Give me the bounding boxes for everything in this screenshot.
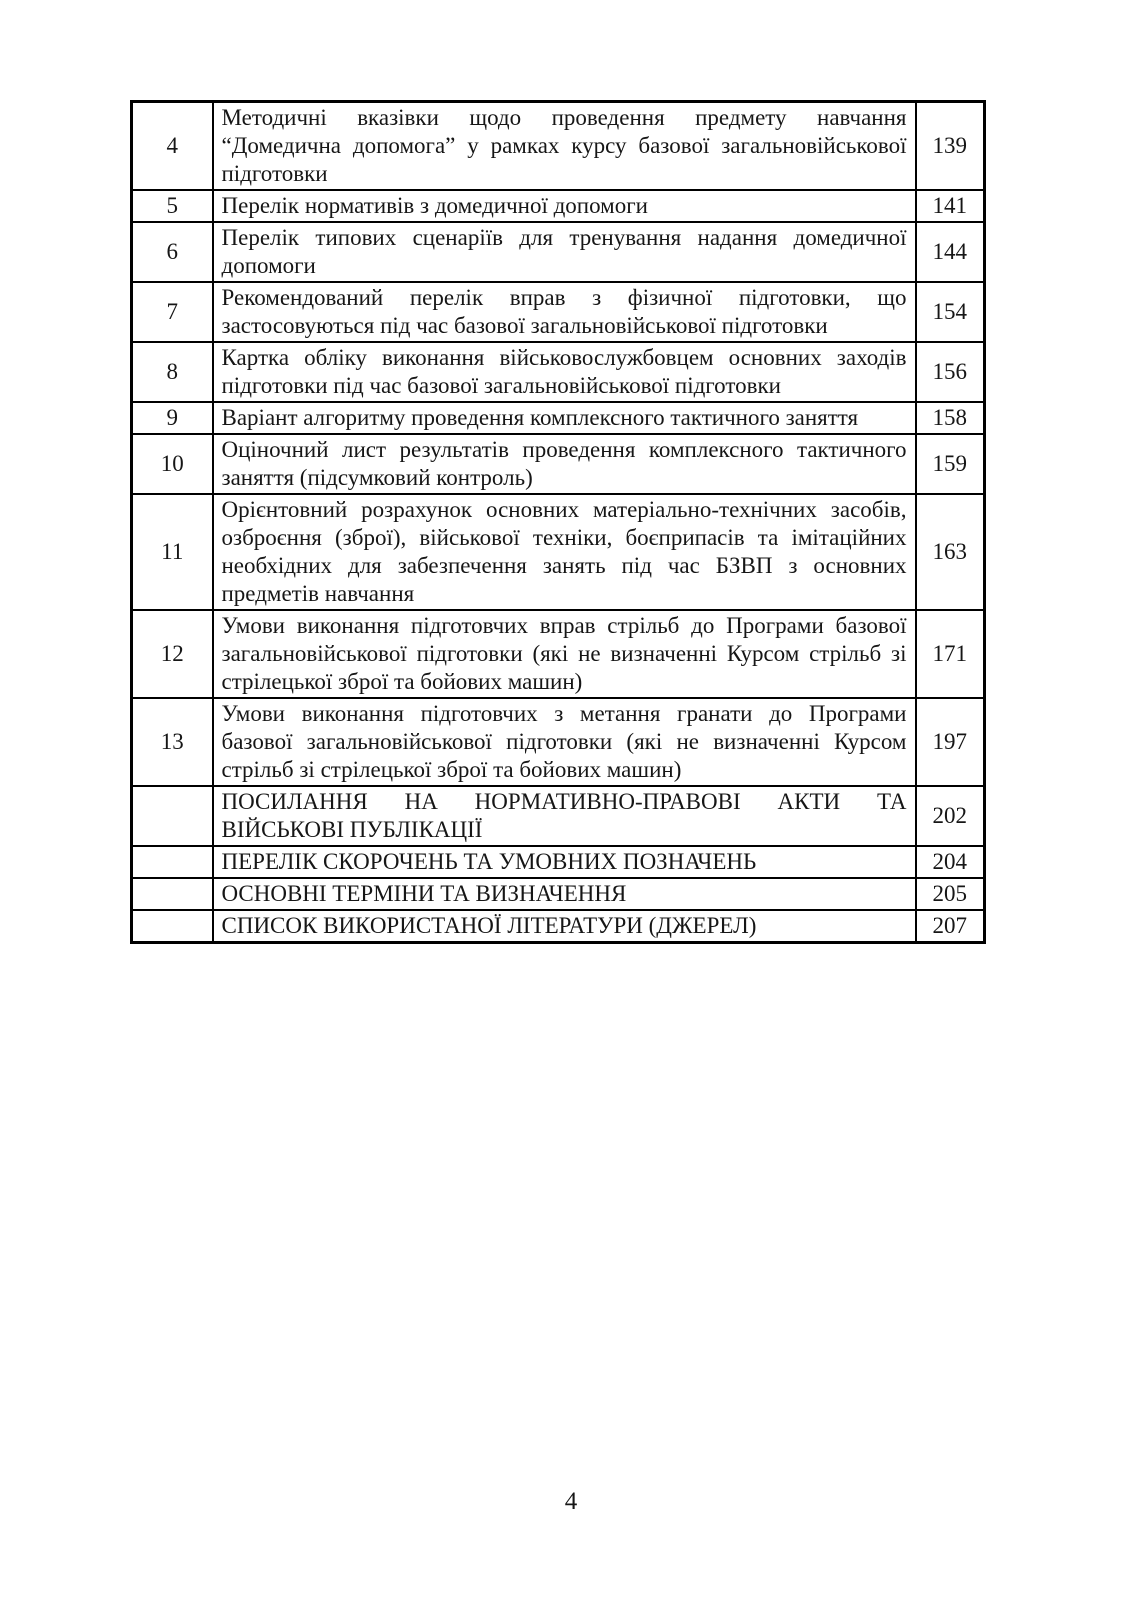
toc-row-title: Оціночний лист результатів проведення комплексного тактичного заняття (підсумковий контроль) (213, 434, 916, 494)
toc-row-page: 158 (916, 402, 985, 434)
toc-row-page: 144 (916, 222, 985, 282)
toc-row-title: Перелік типових сценаріїв для тренування надання домедичної допомоги (213, 222, 916, 282)
toc-row-number: 9 (132, 402, 213, 434)
toc-row-title: Методичні вказівки щодо проведення предмету навчання “Домедична допомога” у рамках курсу базової загальновійськової підготовки (213, 102, 916, 191)
toc-row-number (132, 910, 213, 943)
toc-row-title: Варіант алгоритму проведення комплексного тактичного заняття (213, 402, 916, 434)
table-row (132, 102, 985, 191)
toc-row-number: 7 (132, 282, 213, 342)
toc-row-title: ПЕРЕЛІК СКОРОЧЕНЬ ТА УМОВНИХ ПОЗНАЧЕНЬ (213, 846, 916, 878)
toc-row-page: 139 (916, 102, 985, 191)
toc-row-number: 4 (132, 102, 213, 191)
toc-table-body (132, 102, 985, 943)
toc-row-title: ПОСИЛАННЯ НА НОРМАТИВНО-ПРАВОВІ АКТИ ТА ВІЙСЬКОВІ ПУБЛІКАЦІЇ (213, 786, 916, 846)
toc-row-number (132, 786, 213, 846)
toc-row-page: 159 (916, 434, 985, 494)
toc-row-page: 205 (916, 878, 985, 910)
toc-row-title: Перелік нормативів з домедичної допомоги (213, 190, 916, 222)
toc-row-page: 154 (916, 282, 985, 342)
toc-row-title: ОСНОВНІ ТЕРМІНИ ТА ВИЗНАЧЕННЯ (213, 878, 916, 910)
table-row (132, 222, 985, 282)
table-row (132, 846, 985, 878)
toc-row-title: Умови виконання підготовчих з метання гранати до Програми базової загальновійськової підготовки (які не визначенні Курсом стрільб зі стрілецької зброї та бойових машин) (213, 698, 916, 786)
table-row (132, 910, 985, 943)
toc-row-number: 11 (132, 494, 213, 610)
page-number: 4 (564, 1488, 578, 1515)
toc-row-page: 156 (916, 342, 985, 402)
toc-row-title: Картка обліку виконання військовослужбовцем основних заходів підготовки під час базової загальновійськової підготовки (213, 342, 916, 402)
toc-row-page: 171 (916, 610, 985, 698)
toc-row-number: 12 (132, 610, 213, 698)
table-row (132, 786, 985, 846)
table-row (132, 342, 985, 402)
table-row (132, 610, 985, 698)
toc-row-page: 197 (916, 698, 985, 786)
table-row (132, 190, 985, 222)
table-row (132, 434, 985, 494)
toc-row-number (132, 878, 213, 910)
toc-row-title: Орієнтовний розрахунок основних матеріально-технічних засобів, озброєння (зброї), військової техніки, боєприпасів та імітаційних необхідних для забезпечення занять під час БЗВП з основних предметів навчання (213, 494, 916, 610)
toc-row-number: 10 (132, 434, 213, 494)
toc-row-number: 5 (132, 190, 213, 222)
toc-row-number: 8 (132, 342, 213, 402)
table-row (132, 494, 985, 610)
toc-row-number: 6 (132, 222, 213, 282)
toc-row-number: 13 (132, 698, 213, 786)
toc-row-page: 204 (916, 846, 985, 878)
toc-row-number (132, 846, 213, 878)
toc-row-title: СПИСОК ВИКОРИСТАНОЇ ЛІТЕРАТУРИ (ДЖЕРЕЛ) (213, 910, 916, 943)
toc-row-page: 141 (916, 190, 985, 222)
toc-table (130, 100, 986, 944)
toc-row-page: 163 (916, 494, 985, 610)
table-row (132, 282, 985, 342)
toc-row-title: Умови виконання підготовчих вправ стрільб до Програми базової загальновійськової підготовки (які не визначенні Курсом стрільб зі стрілецької зброї та бойових машин) (213, 610, 916, 698)
toc-row-title: Рекомендований перелік вправ з фізичної підготовки, що застосовуються під час базової загальновійськової підготовки (213, 282, 916, 342)
table-row (132, 402, 985, 434)
toc-row-page: 202 (916, 786, 985, 846)
table-row (132, 878, 985, 910)
table-row (132, 698, 985, 786)
toc-row-page: 207 (916, 910, 985, 943)
